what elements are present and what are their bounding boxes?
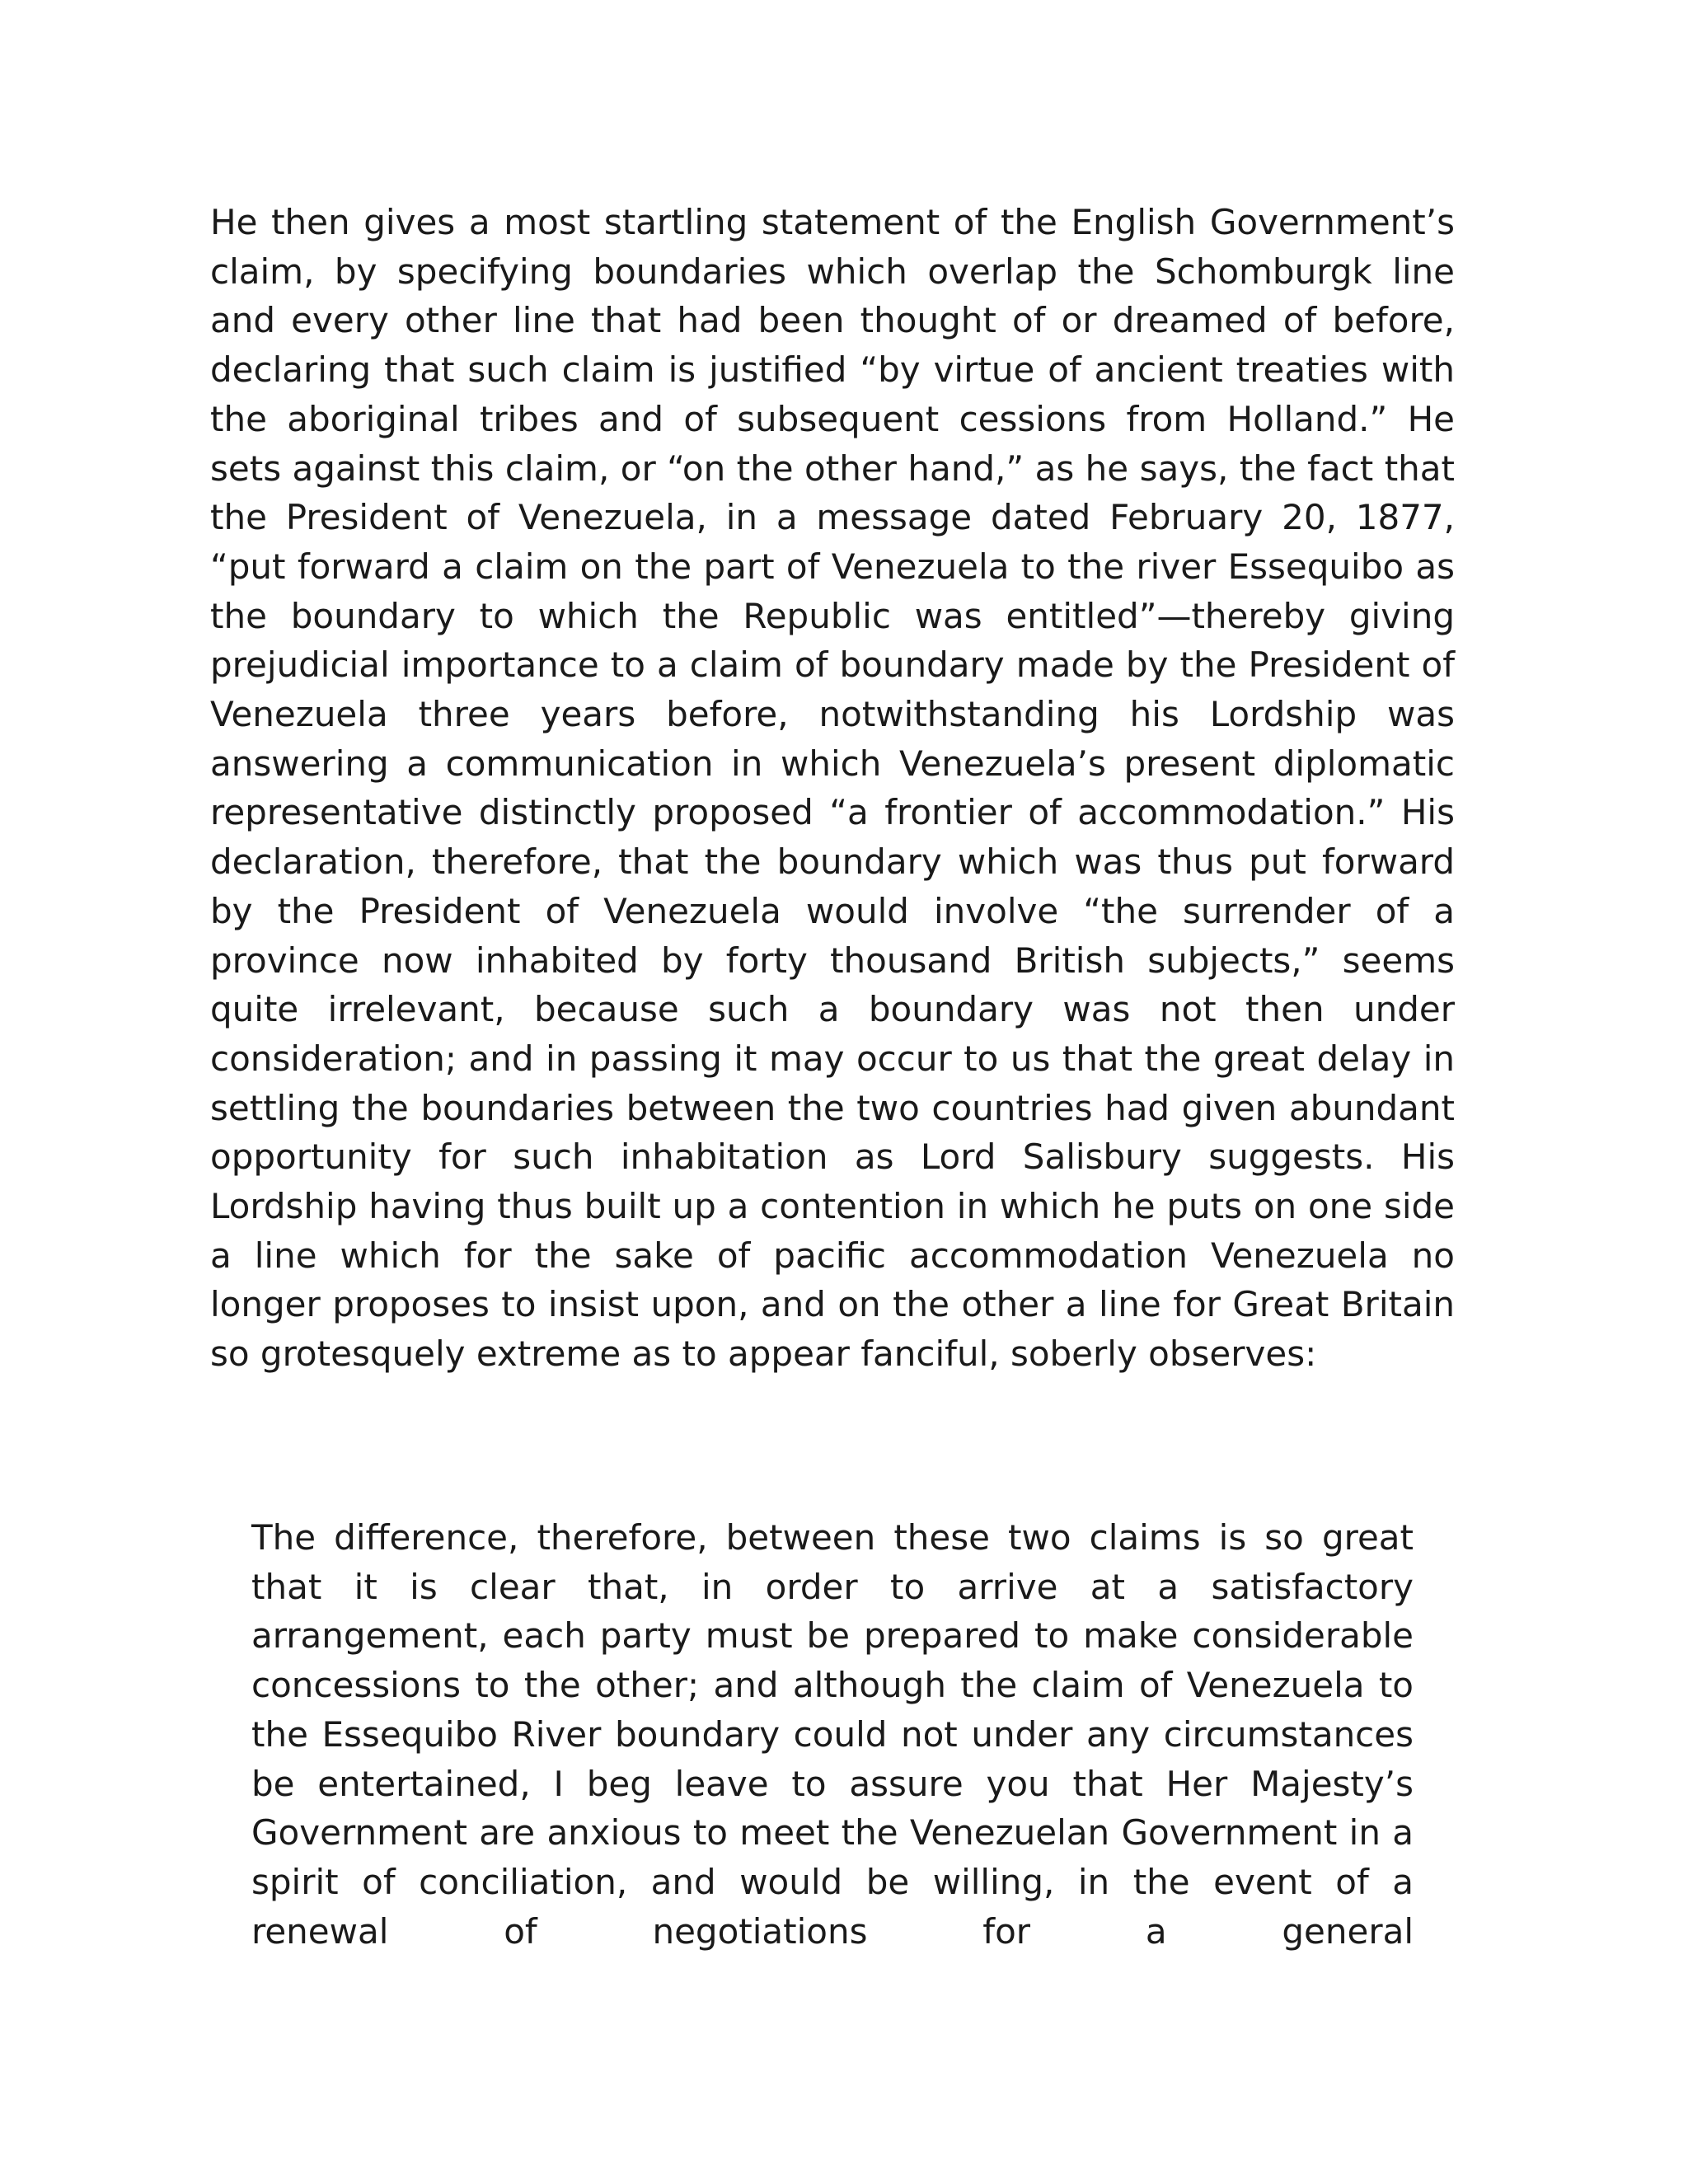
block-quote: The difference, therefore, between these two claims is so great that it is clear that, in order to arrive at a satisfactory arrangement, each party must be prepared to make considerable concessions to the other; and although the claim of Venezuela to the Essequibo River boundary could not under any circumstances be entertained, I beg leave to assure you that Her Majesty’s Government are anxious to meet the Venezuelan Government in a spirit of conciliation, and would be willing, in the event of a renewal of negotiations for a general <box>251 1517 1414 1952</box>
body-paragraph: He then gives a most startling statement of the English Government’s claim, by specifying boundaries which overlap the Schomburgk line and every other line that had been thought of or dreamed of before, declaring that such claim is justified “by virtue of ancient treaties with the aboriginal tribes and of subsequent cessions from Holland.” He sets against this claim, or “on the other hand,” as he says, the fact that the President of Venezuela, in a message dated February 20, 1877, “put forward a claim on the part of Venezuela to the river Essequibo as the boundary to which the Republic was entitled”—thereby giving prejudicial importance to a claim of boundary made by the President of Venezuela three years before, notwithstanding his Lordship was answering a communication in which Venezuela’s present diplomatic representative distinctly proposed “a frontier of accommodation.” His declaration, therefore, that the boundary which was thus put forward by the President of Venezuela would involve “the surrender of a province now inhabited by forty thousand British subjects,” seems quite irrelevant, because such a boundary was not then under consideration; and in passing it may occur to us that the great delay in settling the boundaries between the two countries had given abundant opportunity for such inhabitation as Lord Salisbury suggests. His Lordship having thus built up a contention in which he puts on one side a line which for the sake of pacific accommodation Venezuela no longer proposes to insist upon, and on the other a line for Great Britain so grotesquely extreme as to appear fanciful, soberly observes: <box>210 202 1455 1375</box>
